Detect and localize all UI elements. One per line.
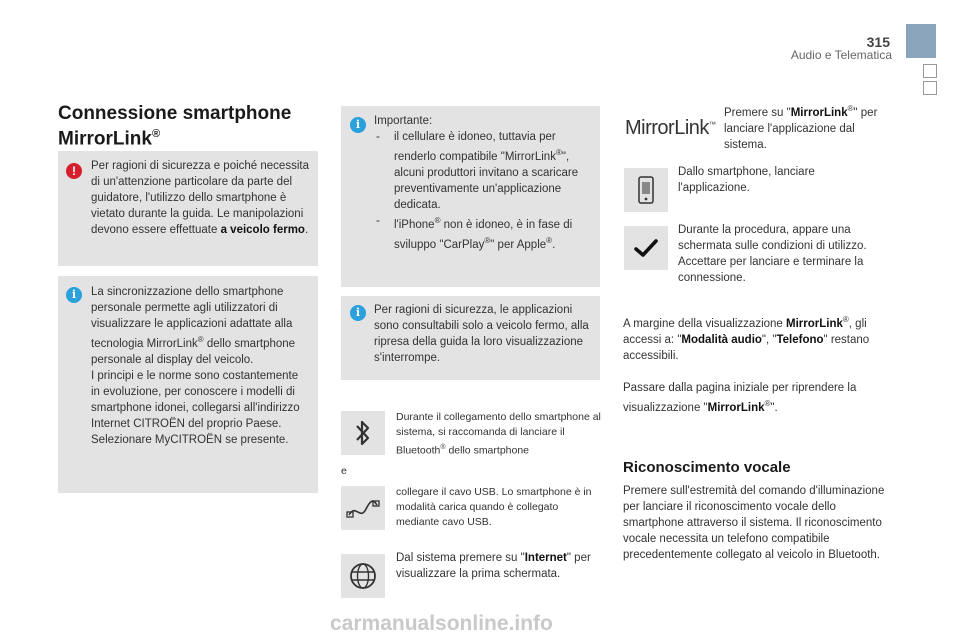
info-icon: i xyxy=(350,305,366,321)
and-text: e xyxy=(341,465,347,477)
important-item-2: - l'iPhone® non è idoneo, è in fase di sviluppo "CarPlay®" per Apple®. xyxy=(374,213,592,253)
warning-text: Per ragioni di sicurezza e poiché necessita di un'attenzione particolare da parte del guidatore, l'utilizzo dello smartphone è vietato durante la guida. Le manipolazioni devono essere effettuate a veicolo fermo. xyxy=(91,160,309,236)
title-line-1: Connessione smartphone xyxy=(58,103,292,124)
internet-bold: Internet xyxy=(524,552,567,564)
checkmark-icon xyxy=(624,226,668,270)
title-reg: ® xyxy=(151,128,161,140)
info-box-sync xyxy=(58,276,318,493)
margin-square xyxy=(923,81,937,95)
chapter-tab xyxy=(906,24,936,58)
info-icon: i xyxy=(350,117,366,133)
mirrorlink-logo: MirrorLink™ xyxy=(625,117,716,139)
info-icon: i xyxy=(66,287,82,303)
title-line-2: MirrorLink xyxy=(58,128,152,150)
important-item-1: - il cellulare è idoneo, tuttavia per renderlo compatibile "MirrorLink®", alcuni produttori invitano a scaricare preventivamente un'applicazione dedicata. xyxy=(374,129,592,213)
page-number: 315 xyxy=(866,34,890,50)
usb-text: collegare il cavo USB. Lo smartphone è in modalità carica quando è collegato mediante cavo USB. xyxy=(396,486,592,528)
warning-box xyxy=(58,151,318,266)
warning-bold: a veicolo fermo xyxy=(220,224,305,236)
internet-globe-icon xyxy=(341,554,385,598)
margin-square xyxy=(923,64,937,78)
usb-cable-icon xyxy=(341,486,385,530)
margin-access-text: A margine della visualizzazione MirrorLink®, gli accessi a: "Modalità audio", "Telefono" restano accessibili. xyxy=(623,315,870,362)
voice-text: Premere sull'estremità del comando d'illuminazione per lanciare il riconoscimento vocale dello smartphone attraverso il sistema. Il riconoscimento vocale necessita un telefono compatibile precedentemente collegato al veicolo in Bluetooth. xyxy=(623,485,885,561)
watermark: carmanualsonline.info xyxy=(330,612,553,635)
bluetooth-icon xyxy=(341,411,385,455)
internet-text: Dal sistema premere su "Internet" per visualizzare la prima schermata. xyxy=(396,552,591,580)
procedure-text: Durante la procedura, appare una schermata sulle condizioni di utilizzo. Accettare per lanciare e terminare la connessione. xyxy=(678,224,867,284)
page-title xyxy=(58,103,318,149)
important-heading: Importante: xyxy=(374,115,433,127)
smartphone-app-icon xyxy=(624,168,668,212)
voice-heading: Riconoscimento vocale xyxy=(623,459,791,476)
safety-text: Per ragioni di sicurezza, le applicazioni sono consultabili solo a veicolo fermo, alla ripresa della guida la loro visualizzazione s'interrompe. xyxy=(374,304,589,364)
bluetooth-text: Durante il collegamento dello smartphone al sistema, si raccomanda di lanciare il Bluetooth® dello smartphone xyxy=(396,411,601,457)
exclamation-icon: ! xyxy=(66,163,82,179)
section-label: Audio e Telematica xyxy=(790,48,892,62)
safety-box xyxy=(341,296,600,380)
launch-text: Dallo smartphone, lanciare l'applicazione. xyxy=(678,166,815,194)
press-mirrorlink-text: Premere su "MirrorLink®" per lanciare l'applicazione dal sistema. xyxy=(724,104,878,151)
return-text: Passare dalla pagina iniziale per riprendere la visualizzazione "MirrorLink®". xyxy=(623,382,857,414)
important-box xyxy=(341,106,600,287)
sync-text: La sincronizzazione dello smartphone personale permette agli utilizzatori di visualizzare le applicazioni adattate alla tecnologia MirrorLink® dello smartphone personale al display del veicolo. I principi e le norme sono costantemente in evoluzione, per conoscere i modelli di smartphone idonei, collegarsi all'indirizzo Internet CITROËN del proprio Paese. Selezionare MyCITROËN se presente. xyxy=(91,286,300,446)
